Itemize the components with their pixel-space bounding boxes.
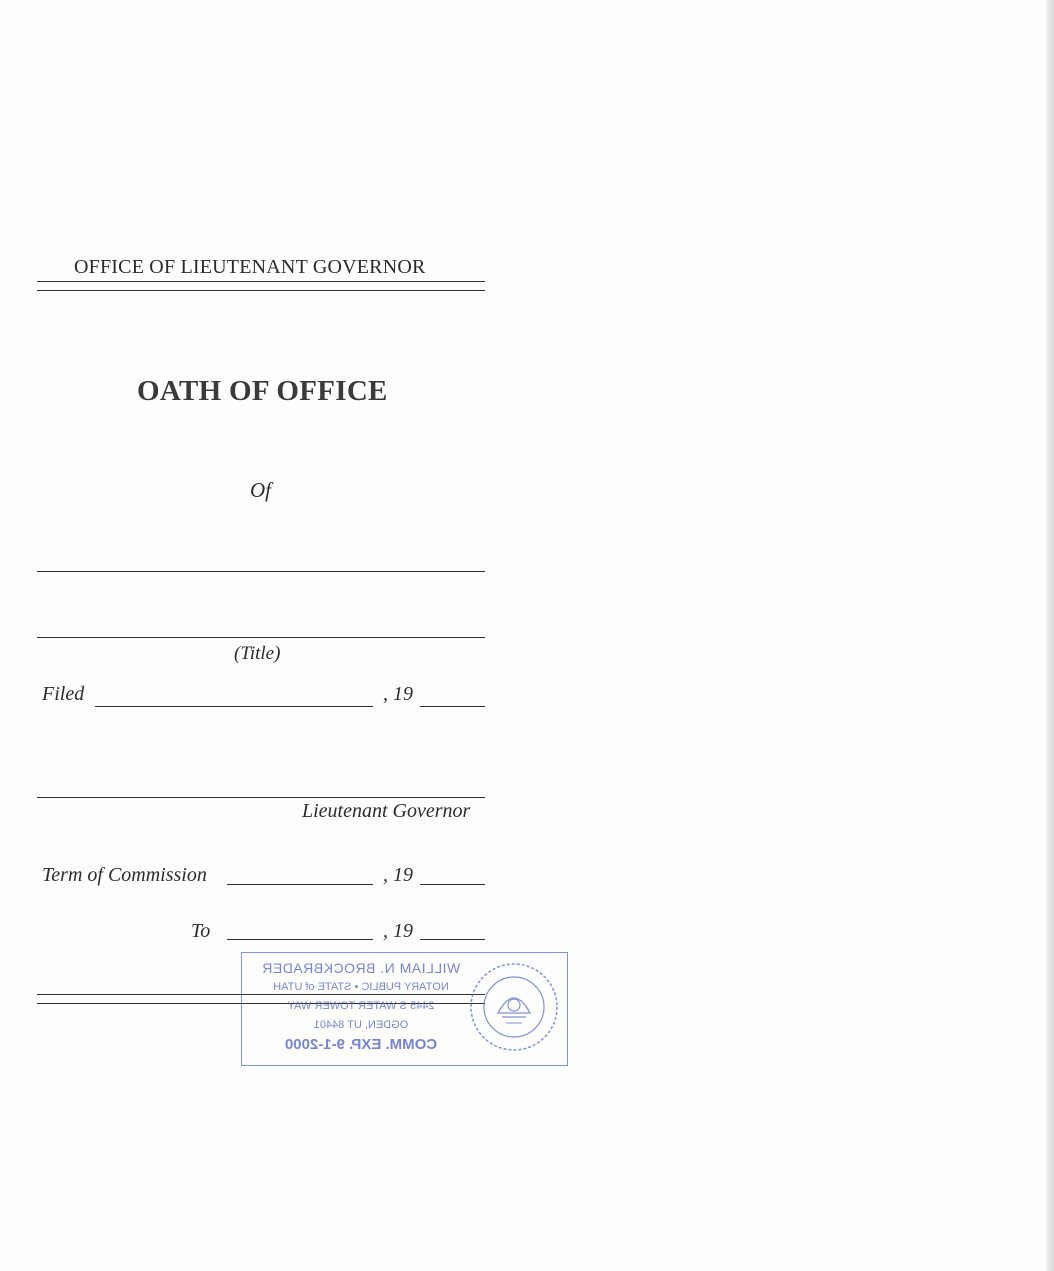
notary-stamp-text <box>256 959 466 1054</box>
term-date-line[interactable] <box>227 884 373 885</box>
filed-year-prefix: , 19 <box>383 683 413 705</box>
term-label: Term of Commission <box>42 864 207 886</box>
signer-caption: Lieutenant Governor <box>302 800 471 822</box>
to-year-prefix: , 19 <box>383 920 413 942</box>
header-rule-bottom <box>37 290 485 291</box>
title-caption: (Title) <box>234 643 281 664</box>
notary-stamp <box>241 952 568 1066</box>
to-year-line[interactable] <box>420 939 485 940</box>
stamp-line-title: NOTARY PUBLIC • STATE of UTAH <box>273 981 449 993</box>
document-title: OATH OF OFFICE <box>137 375 388 407</box>
stamp-line-name: WILLIAM N. BROCKBRADER <box>261 960 461 976</box>
to-label: To <box>191 920 211 942</box>
term-year-prefix: , 19 <box>383 864 413 886</box>
filed-date-line[interactable] <box>95 706 373 707</box>
stamp-line-address: 2445 S WATER TOWER WAY <box>287 1000 435 1012</box>
filed-label: Filed <box>42 683 85 705</box>
signature-line[interactable] <box>37 797 485 798</box>
page-edge-shadow <box>1046 0 1054 1271</box>
title-field-line[interactable] <box>37 637 485 638</box>
stamp-line-city: OGDEN, UT 84401 <box>313 1019 409 1031</box>
state-seal-icon <box>468 961 560 1053</box>
to-date-line[interactable] <box>227 939 373 940</box>
of-label: Of <box>250 478 271 502</box>
header-rule-top <box>37 281 485 282</box>
filed-year-line[interactable] <box>420 706 485 707</box>
office-header: OFFICE OF LIEUTENANT GOVERNOR <box>74 256 426 278</box>
stamp-line-expiry: COMM. EXP. 9-1-2000 <box>284 1036 438 1053</box>
term-year-line[interactable] <box>420 884 485 885</box>
name-field-line[interactable] <box>37 571 485 572</box>
